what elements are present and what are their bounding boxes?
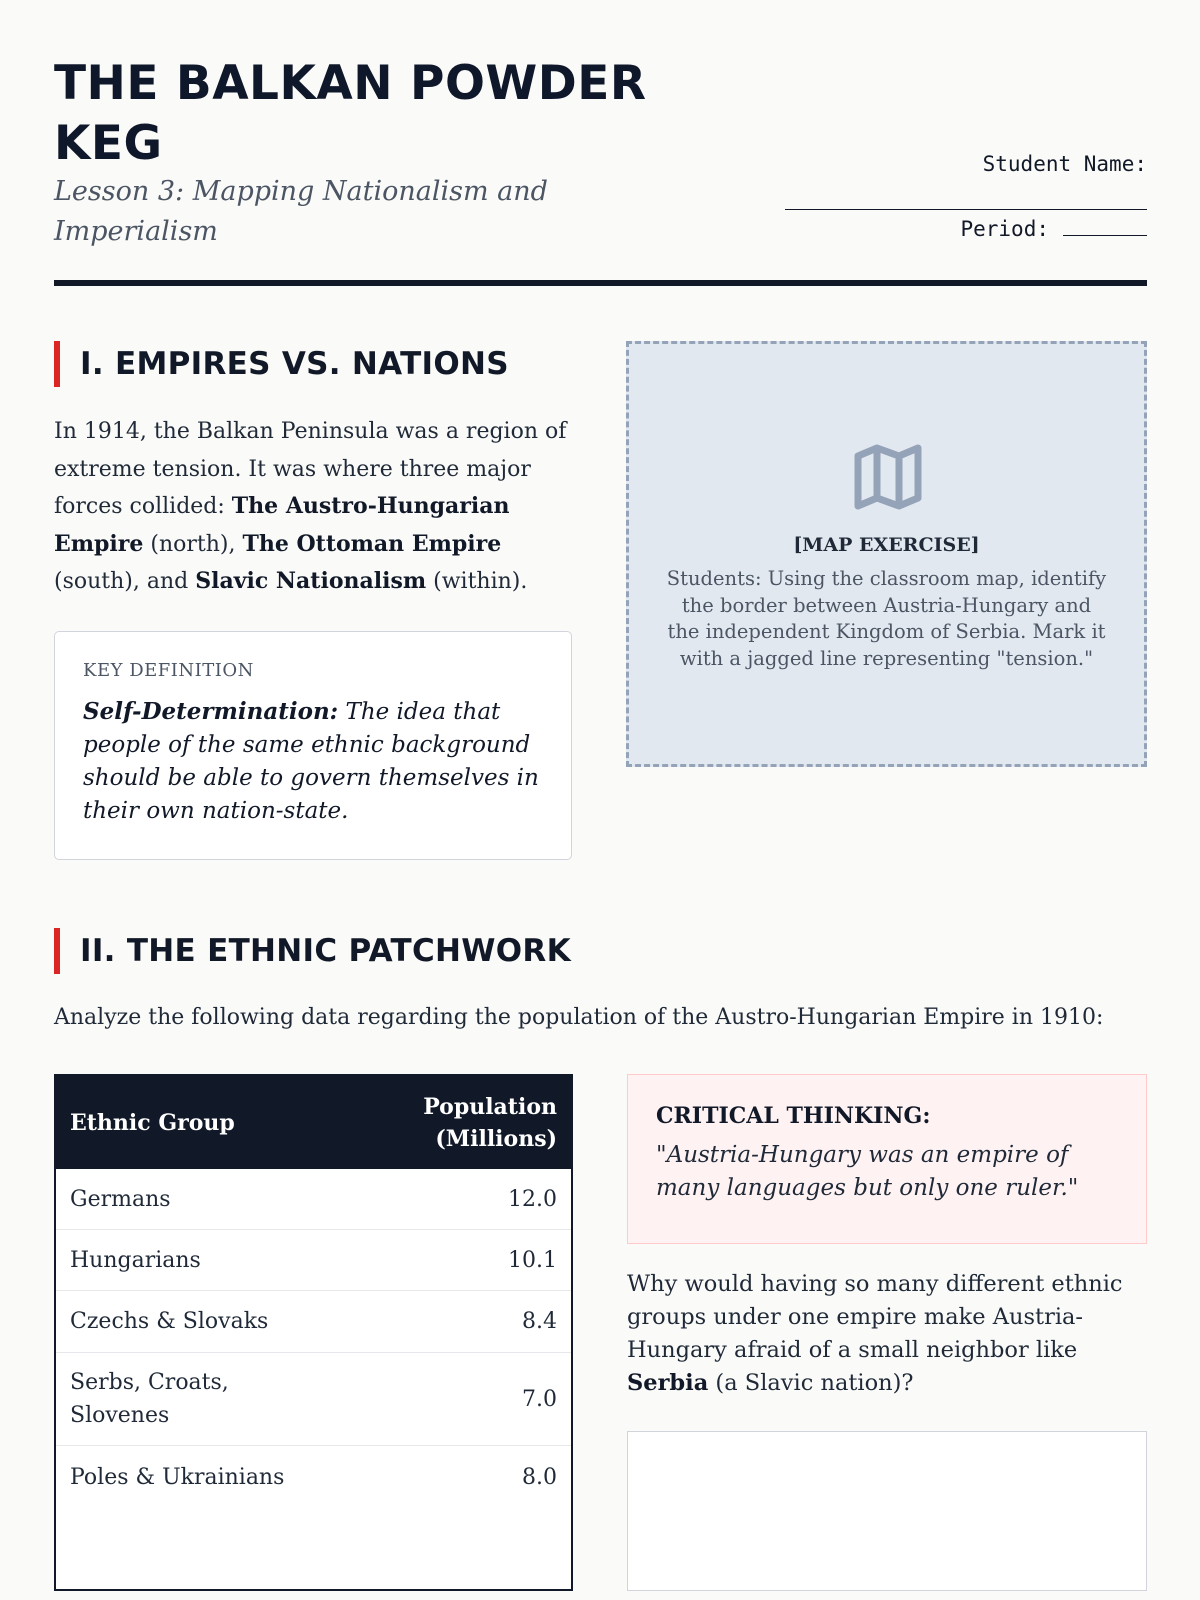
worksheet-header <box>54 54 1147 286</box>
row-pop: 10.1 <box>508 1247 557 1273</box>
row-pop: 12.0 <box>508 1186 557 1212</box>
table-row <box>56 1446 571 1508</box>
answer-box[interactable] <box>627 1431 1147 1591</box>
row-group: Hungarians <box>70 1247 201 1273</box>
table-header <box>56 1076 571 1169</box>
page-title: THE BALKAN POWDER KEG <box>54 56 647 171</box>
map-exercise-label: [MAP EXERCISE] <box>793 534 980 556</box>
section2-intro: Analyze the following data regarding the population of the Austro-Hungarian Empire in 1910: <box>54 1005 1104 1030</box>
key-definition-label: KEY DEFINITION <box>83 660 254 681</box>
student-name-label: Student Name: <box>982 152 1147 176</box>
row-pop: 8.4 <box>522 1309 557 1334</box>
col-population-line1: Population <box>423 1093 557 1120</box>
row-pop: 7.0 <box>522 1386 557 1412</box>
row-group: Czechs & Slovaks <box>70 1309 269 1334</box>
student-name-row <box>767 152 1147 182</box>
critical-thinking-box <box>627 1074 1147 1244</box>
critical-thinking-label: CRITICAL THINKING: <box>656 1103 931 1129</box>
map-exercise-instructions: Students: Using the classroom map, identify the border between Austria-Hungary and the independent Kingdom of Serbia. Mark it with a jagged line representing "tension." <box>666 567 1107 670</box>
table-row <box>56 1291 571 1353</box>
force-2-note: (south), and <box>54 569 196 594</box>
student-info <box>767 152 1147 241</box>
period-line[interactable] <box>1063 216 1147 236</box>
map-exercise-box <box>626 341 1147 767</box>
table-row <box>56 1230 571 1291</box>
question-serbia: Serbia <box>627 1370 709 1396</box>
col-population-line2: (Millions) <box>435 1125 557 1152</box>
map-icon <box>853 444 923 510</box>
col-population <box>423 1091 557 1155</box>
force-austro-hungarian: The Austro-Hungarian Empire <box>54 493 510 557</box>
population-table <box>54 1074 573 1591</box>
key-definition-box <box>54 631 572 860</box>
row-group: Poles & Ukrainians <box>70 1464 285 1490</box>
force-1-note: (north), <box>143 531 243 557</box>
key-term: Self-Determination: <box>83 698 339 725</box>
period-label: Period: <box>960 217 1049 241</box>
section-heading-patchwork: II. THE ETHNIC PATCHWORK <box>54 928 571 974</box>
col-ethnic-group: Ethnic Group <box>70 1109 235 1136</box>
force-slavic: Slavic Nationalism <box>195 568 427 594</box>
critical-question <box>627 1268 1152 1400</box>
period-row <box>767 216 1147 241</box>
question-text: Why would having so many different ethnic groups under one empire make Austria-Hungary afraid of a small neighbor like <box>627 1271 1123 1363</box>
row-group: Serbs, Croats, Slovenes <box>70 1370 229 1428</box>
row-pop: 8.0 <box>522 1464 557 1490</box>
key-text: The idea that people of the same ethnic background should be able to govern themselves in their own nation-state. <box>83 699 539 824</box>
question-text-end: (a Slavic nation)? <box>708 1370 914 1396</box>
lesson-subtitle: Lesson 3: Mapping Nationalism and Imperialism <box>54 176 548 247</box>
section1-intro <box>54 413 574 601</box>
intro-text: In 1914, the Balkan Peninsula was a region of extreme tension. It was where three major forces collided: <box>54 419 567 519</box>
row-group: Germans <box>70 1186 171 1212</box>
critical-thinking-quote: "Austria-Hungary was an empire of many languages but only one ruler." <box>656 1142 1079 1201</box>
table-row <box>56 1169 571 1230</box>
force-ottoman: The Ottoman Empire <box>242 530 502 557</box>
table-row <box>56 1353 571 1446</box>
student-name-line[interactable] <box>785 182 1147 210</box>
section-heading-empires: I. EMPIRES VS. NATIONS <box>54 341 509 387</box>
force-3-note: (within). <box>426 569 528 594</box>
key-definition-text <box>83 695 543 828</box>
